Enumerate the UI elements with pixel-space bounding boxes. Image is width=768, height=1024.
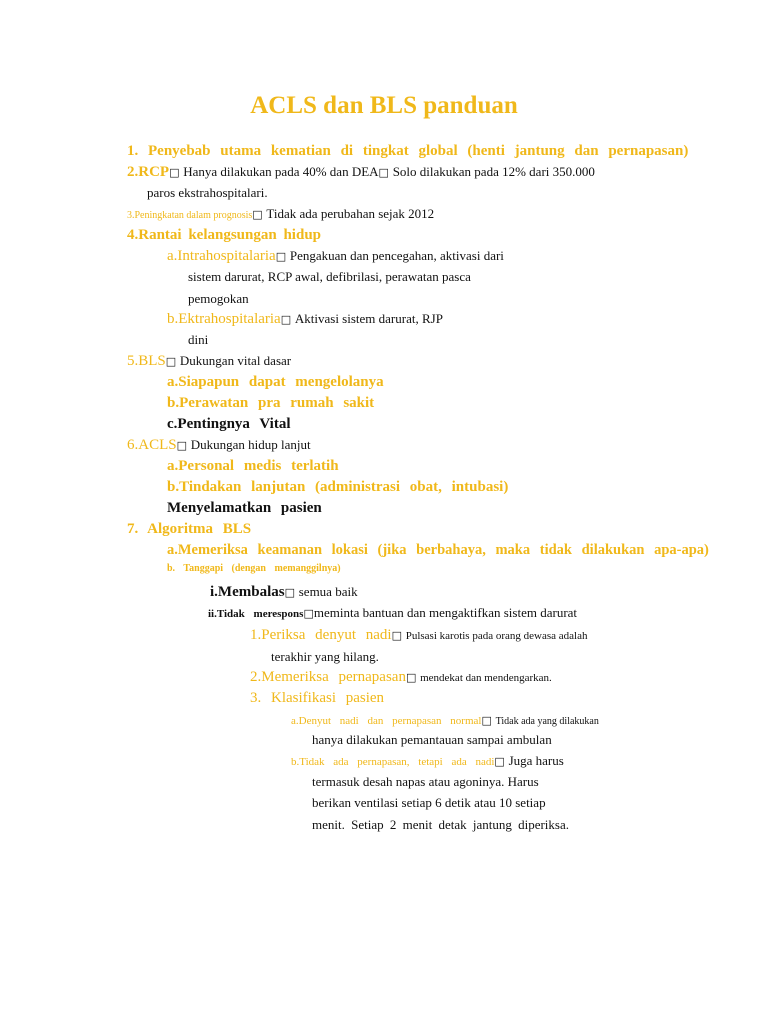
step-3b-continuation-1: termasuk desah napas atau agoninya. Harus: [312, 774, 539, 789]
item-2-label: 2.RCP: [127, 164, 170, 180]
step-3b-text: Juga harus: [508, 753, 564, 768]
step-3b-continuation-2: berikan ventilasi setiap 6 detik atau 10 setiap: [312, 795, 546, 810]
item-2-text: Hanya dilakukan pada 40% dan DEA: [183, 164, 379, 179]
step-3a-label: a.Denyut nadi dan pernapasan normal: [291, 715, 482, 727]
page-title: ACLS dan BLS panduan: [250, 92, 518, 119]
item-7b-ii-label: ii.Tidak merespons: [208, 608, 304, 620]
missing-glyph-icon: □: [303, 607, 314, 620]
step-3: 3. Klasifikasi pasien: [250, 690, 385, 706]
step-2-label: 2.Memeriksa pernapasan: [250, 669, 406, 685]
item-4a-continuation-1: sistem darurat, RCP awal, defibrilasi, perawatan pasca: [188, 269, 471, 284]
item-6-text: Dukungan hidup lanjut: [190, 437, 311, 452]
item-7b-ii-text: meminta bantuan dan mengaktifkan sistem darurat: [313, 605, 578, 620]
item-7b-i-text: semua baik: [298, 584, 358, 599]
step-3a: [291, 711, 599, 731]
item-2-text-2: Solo dilakukan pada 12% dari 350.000: [392, 164, 595, 179]
item-6a: a.Personal medis terlatih: [167, 458, 339, 474]
item-2: [127, 163, 595, 182]
item-4a-continuation-2: pemogokan: [188, 291, 249, 306]
missing-glyph-icon: □: [169, 166, 180, 179]
item-7b-ii: [208, 604, 577, 623]
step-3a-continuation: hanya dilakukan pemantauan sampai ambulan: [312, 732, 552, 747]
step-2: [250, 668, 552, 687]
item-6: [127, 436, 311, 455]
missing-glyph-icon: □: [391, 629, 402, 642]
missing-glyph-icon: □: [284, 586, 295, 599]
step-1-continuation: terakhir yang hilang.: [271, 649, 379, 664]
item-5: [127, 352, 291, 371]
item-4a-label: a.Intrahospitalaria: [167, 248, 276, 264]
item-7b: b. Tanggapi (dengan memanggilnya): [167, 563, 341, 574]
step-1-label: 1.Periksa denyut nadi: [250, 627, 392, 643]
item-1-text: 1. Penyebab utama kematian di tingkat global (henti jantung dan pernapasan): [127, 143, 689, 159]
item-2-continuation: paros ekstrahospitalari.: [147, 185, 268, 200]
item-3: [127, 205, 434, 225]
item-4b: [167, 310, 443, 329]
missing-glyph-icon: □: [378, 166, 389, 179]
step-3b: [291, 752, 564, 771]
step-1-text: Pulsasi karotis pada orang dewasa adalah: [405, 630, 588, 642]
missing-glyph-icon: □: [252, 208, 263, 221]
item-7b-i: [210, 583, 358, 602]
missing-glyph-icon: □: [280, 313, 292, 326]
missing-glyph-icon: □: [275, 250, 287, 263]
item-7a: a.Memeriksa keamanan lokasi (jika berbahaya, maka tidak dilakukan apa-apa): [167, 542, 709, 558]
item-1: [127, 142, 688, 160]
item-4a: [167, 247, 504, 266]
item-6c: Menyelamatkan pasien: [167, 500, 322, 516]
item-5-label: 5.BLS: [127, 353, 166, 369]
item-6b: b.Tindakan lanjutan (administrasi obat, intubasi): [167, 479, 509, 495]
step-3b-label: b.Tidak ada pernapasan, tetapi ada nadi: [291, 756, 495, 768]
item-5a: a.Siapapun dapat mengelolanya: [167, 374, 384, 390]
item-3-text: Tidak ada perubahan sejak 2012: [266, 206, 435, 221]
missing-glyph-icon: □: [481, 714, 492, 727]
step-3a-text: Tidak ada yang dilakukan: [495, 716, 599, 727]
missing-glyph-icon: □: [165, 355, 177, 368]
item-3-label: 3.Peningkatan dalam prognosis: [127, 210, 253, 221]
item-4: 4.Rantai kelangsungan hidup: [127, 227, 321, 243]
item-7: 7. Algoritma BLS: [127, 521, 252, 537]
item-5-text: Dukungan vital dasar: [179, 353, 292, 368]
item-5c: c.Pentingnya Vital: [167, 416, 291, 432]
item-4b-label: b.Ektrahospitalaria: [167, 311, 281, 327]
item-4b-continuation: dini: [188, 332, 209, 347]
item-4b-text: Aktivasi sistem darurat, RJP: [294, 311, 443, 326]
item-5b: b.Perawatan pra rumah sakit: [167, 395, 375, 411]
step-1: [250, 626, 587, 645]
missing-glyph-icon: □: [176, 439, 187, 452]
missing-glyph-icon: □: [405, 671, 417, 684]
item-6-label: 6.ACLS: [127, 437, 177, 453]
step-3b-continuation-3: menit. Setiap 2 menit detak jantung diperiksa.: [312, 817, 570, 832]
step-2-text: mendekat dan mendengarkan.: [420, 672, 552, 684]
item-4a-text: Pengakuan dan pencegahan, aktivasi dari: [289, 248, 504, 263]
item-7b-i-label: i.Membalas: [210, 584, 285, 600]
missing-glyph-icon: □: [494, 755, 505, 768]
